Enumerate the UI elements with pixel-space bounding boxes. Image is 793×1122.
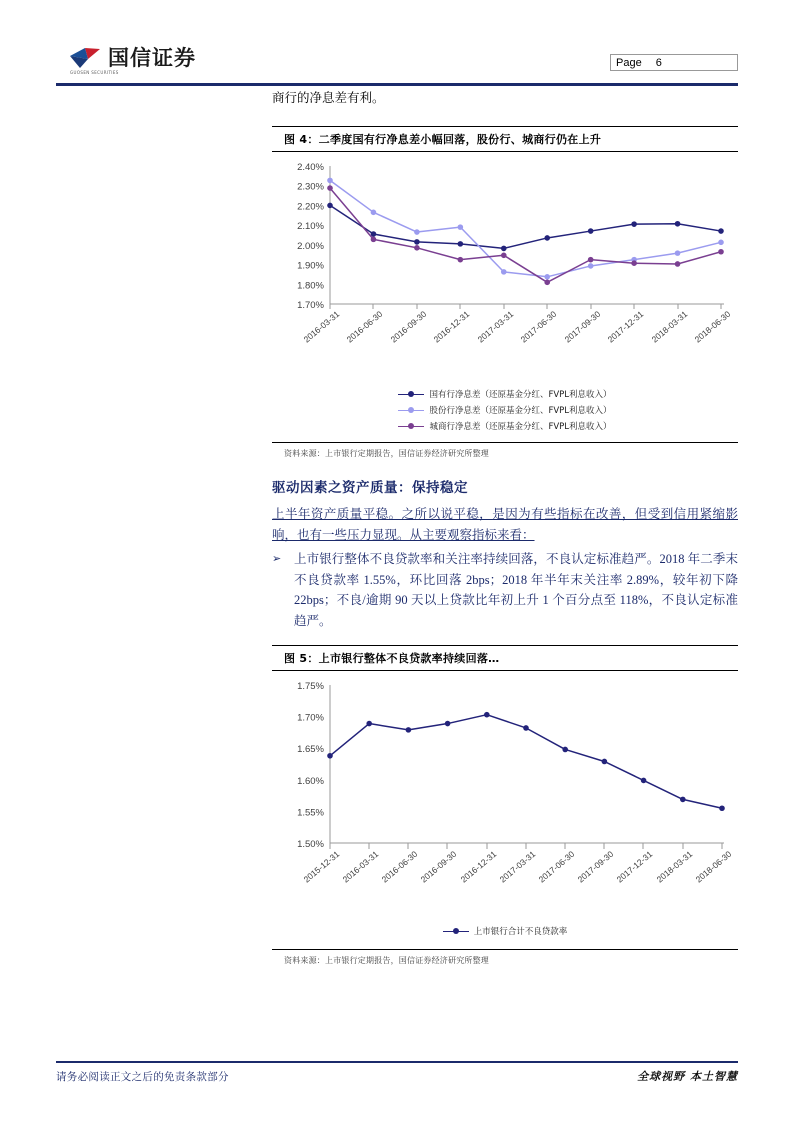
svg-text:2018-06-30: 2018-06-30 [693,848,734,885]
data-point [501,269,507,275]
data-point [588,228,594,234]
legend-item [272,386,738,402]
data-point [544,235,550,241]
figure5-x-axis [330,843,724,849]
data-point [458,224,464,230]
data-point [371,237,377,243]
svg-text:2016-03-31: 2016-03-31 [340,848,381,885]
svg-text:1.75%: 1.75% [297,681,324,692]
figure4-x-tick-labels [302,309,733,345]
data-point [588,263,594,269]
data-point [414,239,420,245]
data-point [675,250,681,256]
svg-text:2016-09-30: 2016-09-30 [418,848,459,885]
svg-text:2016-06-30: 2016-06-30 [379,848,420,885]
legend-swatch-chengshanghang [398,422,424,431]
page-number-box [610,54,738,71]
svg-text:2.30%: 2.30% [297,181,324,193]
figure5-box [272,671,738,950]
svg-text:1.55%: 1.55% [297,807,324,819]
data-point [327,753,333,759]
figure5-title: 图 5：上市银行整体不良贷款率持续回落… [272,645,738,671]
data-point [445,721,451,727]
figure4-title: 图 4：二季度国有行净息差小幅回落，股份行、城商行仍在上升 [272,126,738,152]
data-point [458,257,464,263]
legend-label-npl: 上市银行合计不良贷款率 [473,927,568,937]
legend-item [272,402,738,418]
legend-label-guoyouhang: 国有行净息差（还原基金分红、FVPL利息收入） [429,390,612,400]
figure5-y-axis [297,681,330,850]
data-point [675,221,681,227]
figure5-legend [272,921,738,949]
legend-swatch-npl [443,927,469,936]
logo-wordmark: 国信证券 [108,45,196,70]
svg-text:2016-09-30: 2016-09-30 [388,308,429,345]
page-header [56,42,738,86]
figure4-svg [272,152,738,384]
svg-text:2018-03-31: 2018-03-31 [649,308,690,345]
section-paragraph [272,504,738,545]
page-number: 6 [655,56,662,69]
svg-text:2018-06-30: 2018-06-30 [692,308,733,345]
data-point [484,712,490,718]
svg-text:2016-12-31: 2016-12-31 [458,848,499,885]
svg-text:1.65%: 1.65% [297,744,324,756]
svg-text:2.40%: 2.40% [297,162,324,173]
data-point [675,261,681,267]
logo-subtext: GUOSEN SECURITIES [70,70,119,75]
svg-text:2017-12-31: 2017-12-31 [614,848,655,885]
data-point [680,797,686,803]
data-point [366,721,372,727]
figure5-series-group [327,712,725,811]
data-point [523,725,529,731]
data-point [544,280,550,286]
svg-text:2016-03-31: 2016-03-31 [301,308,342,345]
legend-swatch-gufenhang [398,406,424,415]
data-point [641,778,647,784]
data-point [406,727,412,733]
svg-text:2017-09-30: 2017-09-30 [575,848,616,885]
section-paragraph-text: 上半年资产质量平稳。之所以说平稳，是因为有些指标在改善，但受到信用紧缩影响，也有一些压力显现。从主要观察指标来看： [272,507,738,542]
figure5-source: 资料来源：上市银行定期报告，国信证券经济研究所整理 [284,956,489,965]
guosen-diamond-icon [68,46,102,70]
data-point [719,805,725,811]
figure5-chart [272,671,738,949]
figure4-y-axis [297,162,330,311]
figure4-series-group [327,178,724,286]
svg-text:2017-03-31: 2017-03-31 [475,308,516,345]
data-point [414,229,420,235]
legend-swatch-guoyouhang [398,390,424,399]
figure4-source: 资料来源：上市银行定期报告，国信证券经济研究所整理 [284,449,489,458]
legend-label-gufenhang: 股份行净息差（还原基金分红、FVPL利息收入） [429,406,612,416]
series-line-2 [330,188,721,282]
page-content [272,88,738,971]
svg-text:1.90%: 1.90% [297,260,324,272]
bullet-arrow-icon: ➢ [272,552,282,565]
svg-text:2017-12-31: 2017-12-31 [605,308,646,345]
svg-text:2018-03-31: 2018-03-31 [654,848,695,885]
data-point [718,249,724,255]
data-point [327,185,333,191]
intro-paragraph: 商行的净息差有利。 [272,91,385,105]
svg-text:2017-06-30: 2017-06-30 [518,308,559,345]
data-point [544,274,550,280]
data-point [718,228,724,234]
svg-text:2.00%: 2.00% [297,240,324,252]
svg-text:2015-12-31: 2015-12-31 [301,848,342,885]
legend-item [272,418,738,434]
data-point [718,239,724,245]
svg-text:1.70%: 1.70% [297,300,324,311]
data-point [602,759,608,765]
figure4-x-axis [330,304,724,309]
series-line-1 [330,180,721,276]
data-point [501,253,507,259]
footer-divider [56,1061,738,1063]
data-point [414,245,420,251]
footer-disclaimer: 请务必阅读正文之后的免责条款部分 [56,1071,229,1083]
bullet-text: 上市银行整体不良贷款率和关注率持续回落，不良认定标准趋严。2018 年二季末不良贷款率 1.55%，环比回落 2bps；2018 年半年末关注率 2.89%，较年初下降 22bps；不良/逾期 90 天以上贷款比年初上升 1 个百分点至 118%，不良认定标准趋严。 [294,552,738,628]
data-point [631,260,637,266]
svg-text:2017-03-31: 2017-03-31 [497,848,538,885]
data-point [458,241,464,247]
section-heading: 驱动因素之资产质量：保持稳定 [272,480,468,496]
figure4-box [272,152,738,443]
svg-text:2017-09-30: 2017-09-30 [562,308,603,345]
bullet-item [272,549,738,631]
data-point [327,178,333,184]
data-point [588,257,594,263]
svg-text:2.20%: 2.20% [297,201,324,213]
svg-text:1.70%: 1.70% [297,712,324,724]
data-point [501,246,507,252]
data-point [562,747,568,753]
svg-text:2016-06-30: 2016-06-30 [344,308,385,345]
figure5-x-tick-labels [302,849,734,885]
figure4-legend [272,384,738,442]
svg-text:1.50%: 1.50% [297,839,324,850]
footer-slogan: 全球视野 本土智慧 [637,1070,738,1083]
svg-text:2016-12-31: 2016-12-31 [431,308,472,345]
data-point [327,203,333,209]
page-footer [56,1061,738,1084]
figure5-svg [272,671,738,921]
svg-text:2.10%: 2.10% [297,221,324,233]
svg-text:2017-06-30: 2017-06-30 [536,848,577,885]
data-point [371,210,377,216]
legend-label-chengshanghang: 城商行净息差（还原基金分红、FVPL利息收入） [429,422,612,432]
data-point [631,221,637,227]
figure4-chart [272,152,738,442]
company-logo [68,46,196,70]
legend-item [272,923,738,939]
svg-text:1.60%: 1.60% [297,775,324,787]
page-label: Page [616,56,642,69]
svg-text:1.80%: 1.80% [297,280,324,292]
header-divider [56,83,738,86]
